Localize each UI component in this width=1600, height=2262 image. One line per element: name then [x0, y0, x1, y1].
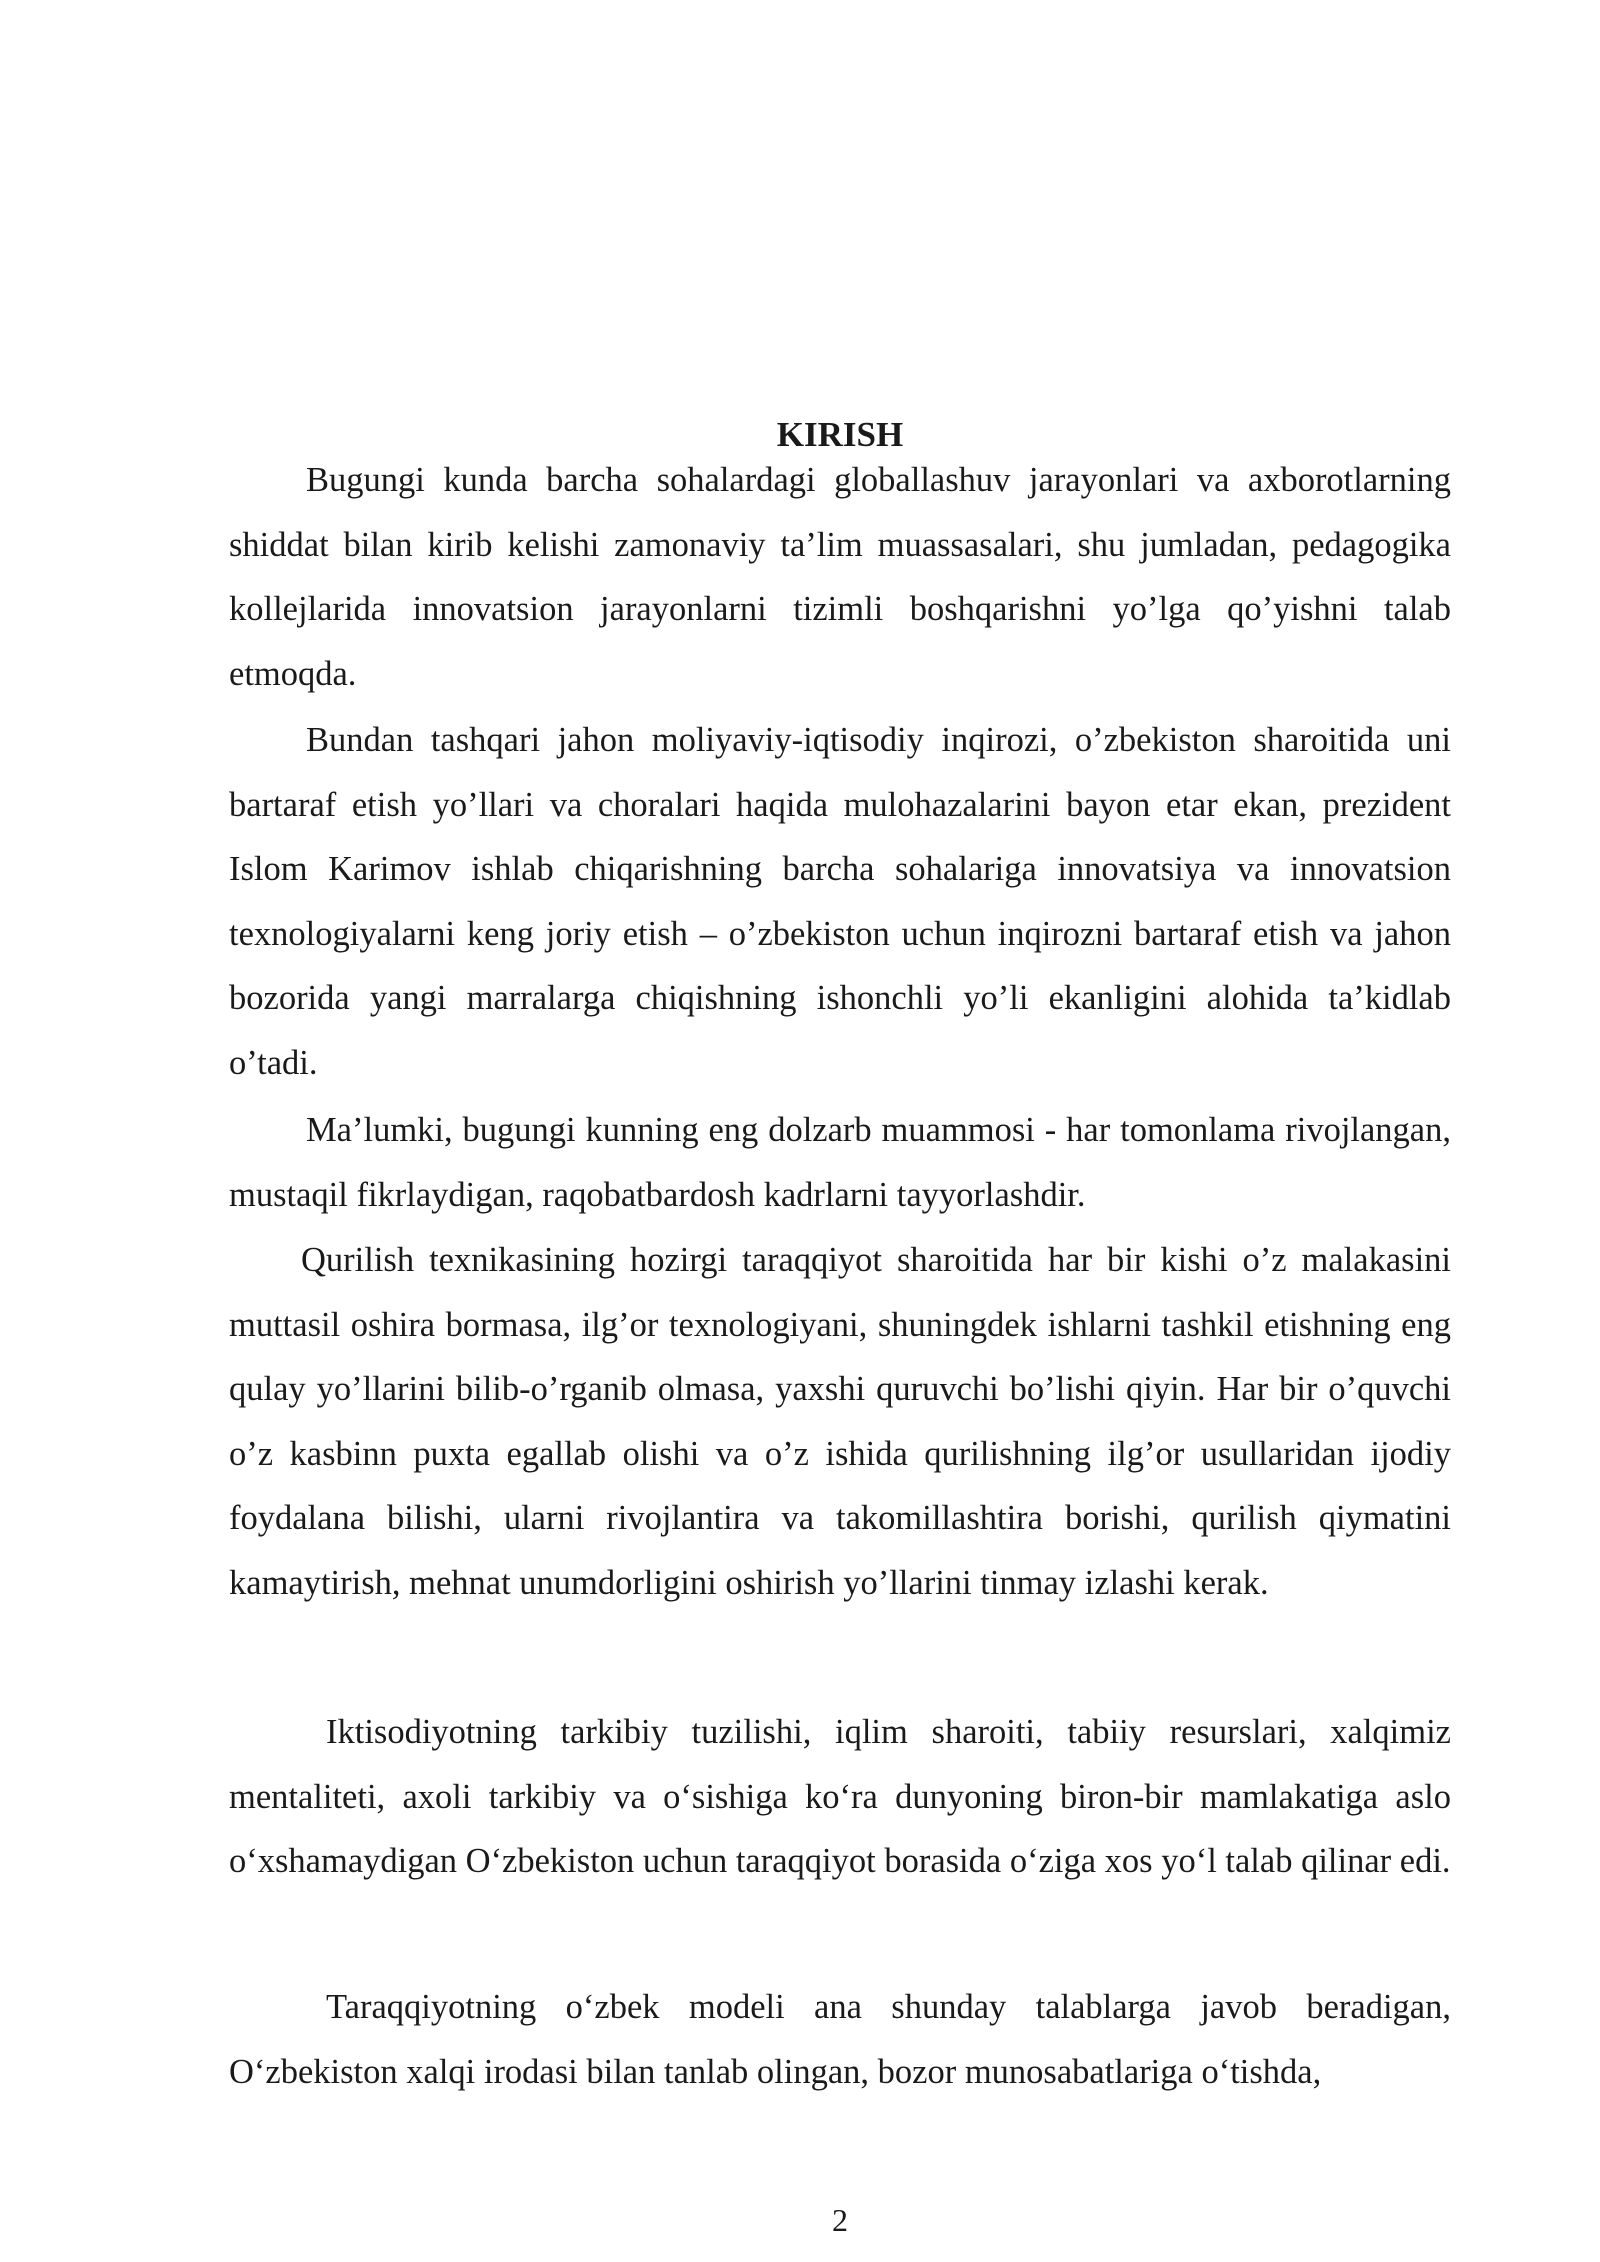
page-number: 2 — [832, 2202, 848, 2238]
paragraph-crisis: Bundan tashqari jahon moliyaviy-iqtisodiy inqirozi, o’zbekiston sharoitida uni bartaraf etish yo’llari va choralari haqida mulohazalarini bayon etar ekan, prezident Islom Karimov ishlab chiqarishning barcha sohalariga innovatsiya va innovatsion texnologiyalarni keng joriy etish – o’zbekiston uchun inqirozni bartaraf etish va jahon bozorida yangi marralarga chiqishning ishonchli yo’li ekanligini alohida ta’kidlab o’tadi. — [229, 721, 1451, 1082]
paragraph-problem: Ma’lumki, bugungi kunning eng dolzarb muammosi - har tomonlama rivojlangan, mustaqil fikrlaydigan, raqobatbardosh kadrlarni tayyorlashdir. — [229, 1111, 1451, 1214]
paragraph-economy: Iktisodiyotning tarkibiy tuzilishi, iqlim sharoiti, tabiiy resurslari, xalqimiz mentaliteti, axoli tarkibiy va o‘sishiga ko‘ra dunyoning biron-bir mamlakatiga aslo o‘xshamaydigan O‘zbekiston uchun taraqqiyot borasida o‘ziga xos yo‘l talab qilinar edi. — [229, 1713, 1451, 1881]
paragraph-intro: Bugungi kunda barcha sohalardagi globallashuv jarayonlari va axborotlarning shiddat bilan kirib kelishi zamonaviy ta’lim muassasalari, shu jumladan, pedagogika kollejlarida innovatsion jarayonlarni tizimli boshqarishni yo’lga qo’yishni talab etmoqda. — [229, 461, 1451, 693]
paragraph-uzbek-model: Taraqqiyotning o‘zbek modeli ana shunday talablarga javob beradigan, O‘zbekiston xalqi irodasi bilan tanlab olingan, bozor munosabatlariga o‘tishda, — [229, 1988, 1451, 2091]
page-title: KIRISH — [776, 415, 904, 454]
paragraph-construction: Qurilish texnikasining hozirgi taraqqiyot sharoitida har bir kishi o’z malakasini muttasil oshira bormasa, ilg’or texnologiyani, shuningdek ishlarni tashkil etishning eng qulay yo’llarini bilib-o’rganib olmasa, yaxshi quruvchi bo’lishi qiyin. Har bir o’quvchi o’z kasbinn puxta egallab olishi va o’z ishida qurilishning ilg’or usullaridan ijodiy foydalana bilishi, ularni rivojlantira va takomillashtira borishi, qurilish qiymatini kamaytirish, mehnat unumdorligini oshirish yo’llarini tinmay izlashi kerak. — [229, 1241, 1451, 1602]
